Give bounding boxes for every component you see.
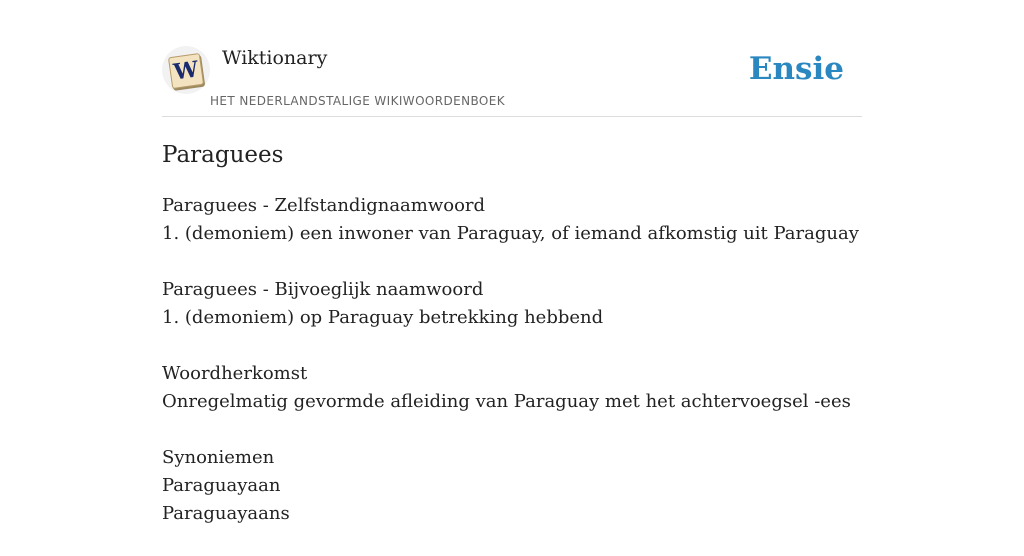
section-heading: Paraguees - Zelfstandignaamwoord: [162, 195, 486, 216]
section-synoniemen: [162, 444, 862, 528]
section-heading: Paraguees - Bijvoeglijk naamwoord: [162, 279, 484, 300]
section-woordherkomst: [162, 360, 862, 416]
section-heading: Woordherkomst: [162, 363, 308, 384]
definition-line: 1. (demoniem) op Paraguay betrekking hebbend: [162, 307, 604, 328]
synonym-item: Paraguayaans: [162, 503, 290, 524]
definition-line: 1. (demoniem) een inwoner van Paraguay, of iemand afkomstig uit Paraguay: [162, 223, 859, 244]
wiktionary-logo[interactable]: [162, 46, 210, 94]
section-heading: Synoniemen: [162, 447, 275, 468]
synonym-item: Paraguayaan: [162, 475, 281, 496]
article-content: [162, 192, 862, 556]
section-zelfstandignaamwoord: [162, 192, 862, 248]
logo-letter: W: [171, 56, 201, 86]
site-name[interactable]: Wiktionary: [222, 47, 328, 69]
etymology-line: Onregelmatig gevormde afleiding van Paraguay met het achtervoegsel -ees: [162, 391, 851, 412]
ensie-brand-link[interactable]: Ensie: [748, 51, 844, 87]
page-title: Paraguees: [162, 142, 284, 168]
logo-tile-icon: [168, 53, 204, 89]
section-bijvoeglijk-naamwoord: [162, 276, 862, 332]
site-header: [162, 0, 862, 117]
site-subtitle: HET NEDERLANDSTALIGE WIKIWOORDENBOEK: [210, 94, 506, 108]
